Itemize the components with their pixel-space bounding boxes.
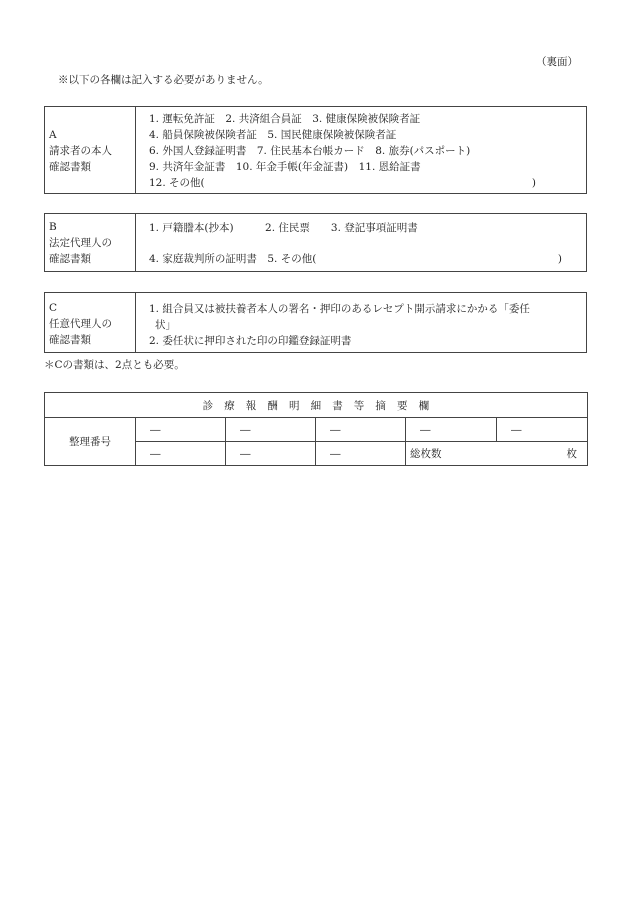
section-a-box [44, 106, 587, 194]
section-a-label [45, 107, 136, 193]
section-a-content [149, 111, 580, 191]
reverse-side-label: （裏面） [536, 56, 578, 68]
section-b-title-line-2: 確認書類 [49, 253, 91, 265]
section-a-line-1: 1. 運転免許証 2. 共済組合員証 3. 健康保険被保険者証 [149, 113, 421, 125]
section-a-title-line-1: 請求者の本人 [49, 145, 112, 157]
section-a-code: A [49, 129, 57, 141]
section-a-line-2: 4. 船員保険被保険者証 5. 国民健康保険被保険者証 [149, 129, 397, 141]
section-b-label [45, 214, 136, 271]
section-c-content [149, 301, 580, 349]
section-c-line-1: 1. 組合員又は被扶養者本人の署名・押印のあるレセプト開示請求にかかる「委任 [149, 303, 530, 315]
section-a-line-5: 12. その他( [149, 177, 205, 189]
summary-table [44, 392, 588, 466]
reference-number-cell[interactable]: ― [226, 418, 316, 442]
reference-number-cell[interactable]: ― [316, 418, 406, 442]
reference-number-cell[interactable]: ― [497, 418, 588, 442]
section-c-title-line-1: 任意代理人の [49, 318, 112, 330]
section-a-title-line-2: 確認書類 [49, 161, 91, 173]
section-b-box [44, 213, 587, 272]
section-b-line-2: 4. 家庭裁判所の証明書 5. その他( [149, 253, 317, 265]
section-c-line-2: 2. 委任状に押印された印の印鑑登録証明書 [149, 335, 352, 347]
reference-number-cell[interactable]: ― [136, 442, 226, 466]
section-a-line-3: 6. 外国人登録証明書 7. 住民基本台帳カード 8. 旅券(パスポート) [149, 145, 471, 157]
reference-number-cell[interactable]: ― [316, 442, 406, 466]
section-c-label [45, 293, 136, 352]
reference-number-cell[interactable]: ― [406, 418, 497, 442]
no-entry-notice: ※以下の各欄は記入する必要がありません。 [58, 74, 269, 86]
section-c-title-line-2: 確認書類 [49, 334, 91, 346]
section-b-line-1: 1. 戸籍謄本(抄本) 2. 住民票 3. 登記事項証明書 [149, 222, 418, 234]
reference-number-cell[interactable]: ― [226, 442, 316, 466]
section-c-note: ＊Cの書類は、2点とも必要。 [44, 359, 185, 371]
section-b-content [149, 220, 580, 268]
section-c-line-1-cont: 状」 [155, 319, 176, 331]
total-sheets-cell[interactable] [406, 442, 588, 466]
section-b-code: B [49, 221, 57, 233]
reference-number-cell[interactable]: ― [136, 418, 226, 442]
total-sheets-unit: 枚 [566, 448, 577, 460]
section-b-title-line-1: 法定代理人の [49, 237, 112, 249]
reference-number-label: 整理番号 [45, 418, 136, 466]
section-a-line-5-close: ) [531, 177, 536, 189]
section-a-line-4: 9. 共済年金証書 10. 年金手帳(年金証書) 11. 恩給証書 [149, 161, 421, 173]
total-sheets-label: 総枚数 [410, 448, 442, 460]
section-b-line-2-close: ) [557, 253, 562, 265]
summary-title: 診 療 報 酬 明 細 書 等 摘 要 欄 [45, 393, 588, 418]
section-c-box [44, 292, 587, 353]
section-c-code: C [49, 302, 58, 314]
